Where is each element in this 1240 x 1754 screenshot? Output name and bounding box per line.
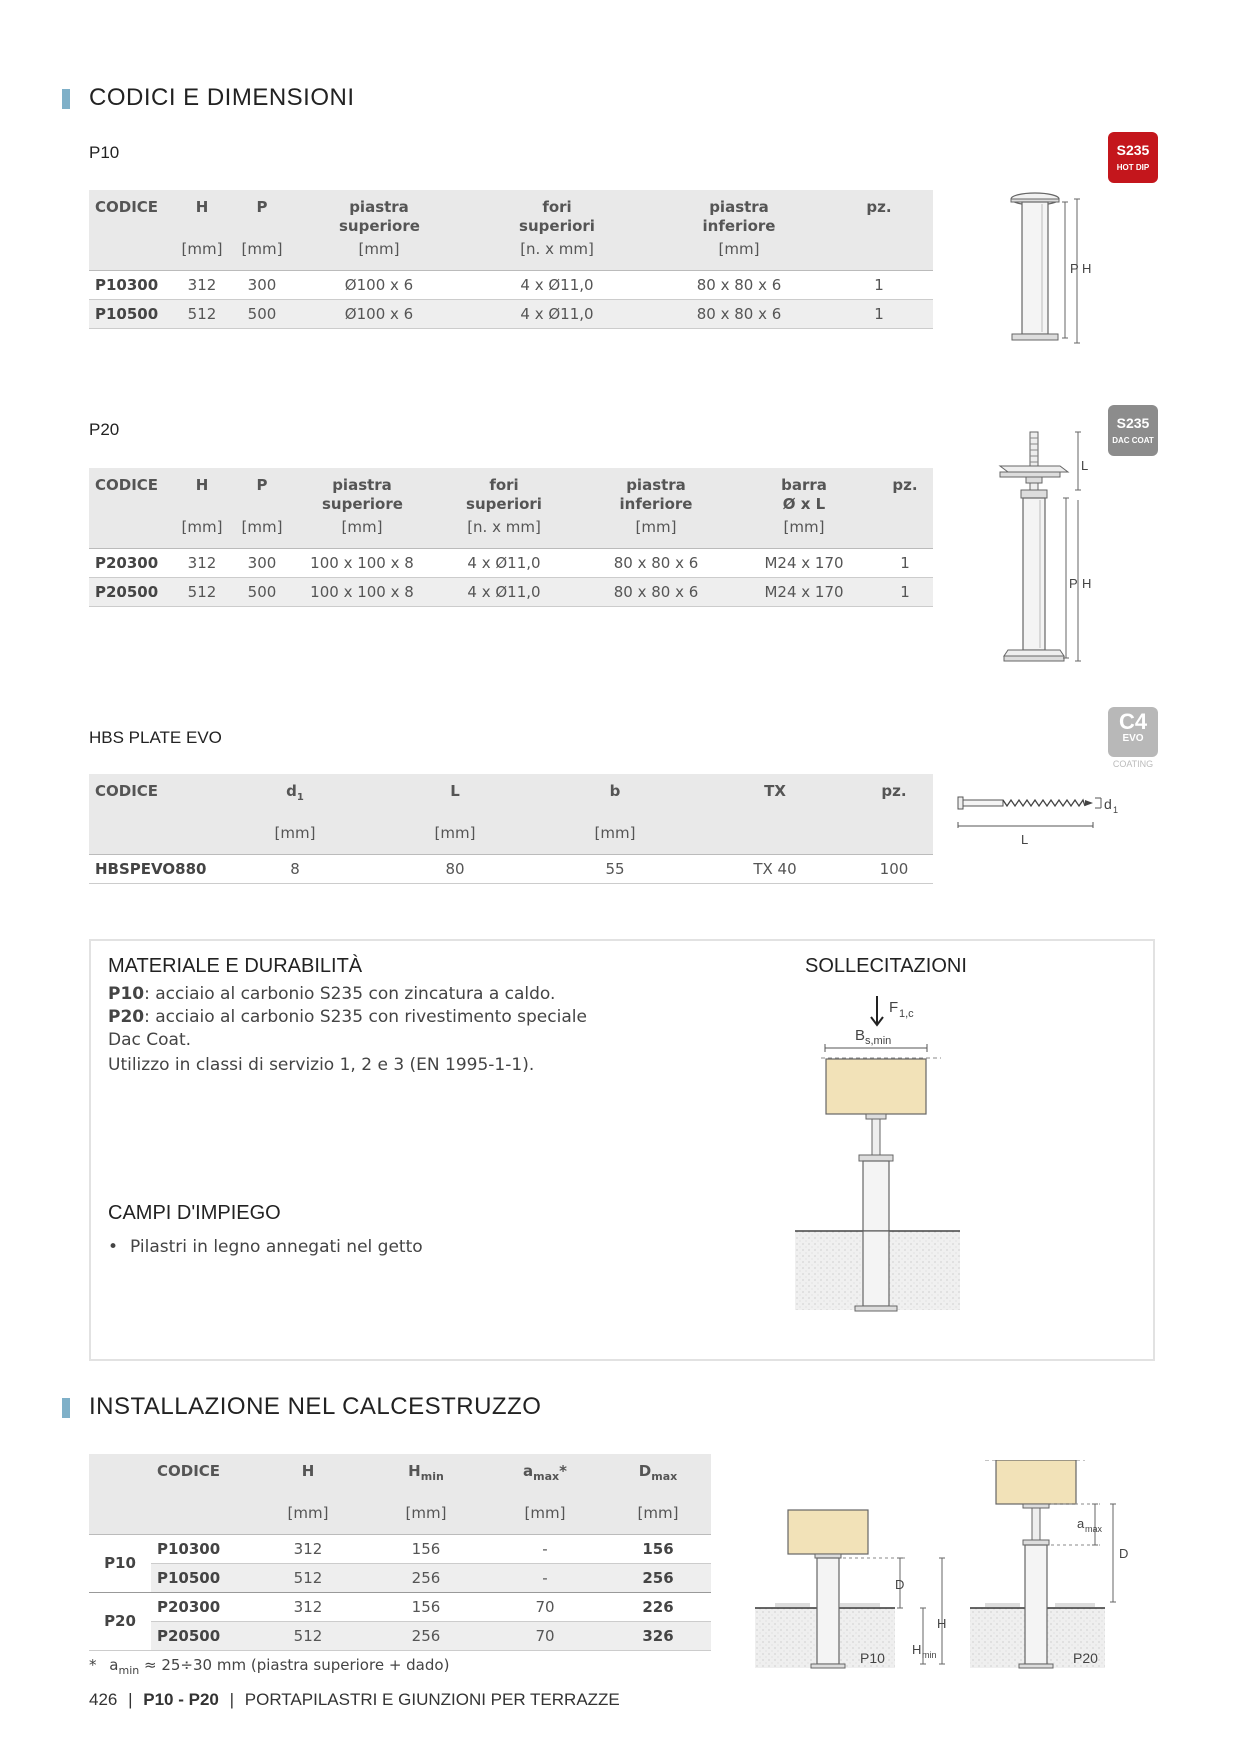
table-row	[89, 854, 933, 883]
cell: 512	[177, 299, 227, 328]
col-piastra-sup	[297, 190, 461, 236]
cell: 4 x Ø11,0	[427, 548, 581, 577]
cell: 312	[177, 548, 227, 577]
badge-top-text: S235	[1116, 142, 1150, 158]
dim-p: P	[1070, 261, 1079, 276]
header-sub: max	[651, 1470, 678, 1483]
sollecitazioni-drawing	[795, 990, 965, 1320]
dim-amax-sub: max	[1085, 1524, 1103, 1534]
unit	[695, 820, 855, 854]
footer-sep: |	[128, 1690, 133, 1709]
p20-post-drawing	[990, 430, 1100, 670]
badge-top-text: C4	[1118, 709, 1148, 734]
unit	[877, 514, 933, 548]
unit: [mm]	[297, 514, 427, 548]
footer-sep: |	[229, 1690, 235, 1709]
unit: [mm]	[375, 820, 535, 854]
page-footer	[89, 1690, 620, 1710]
unit	[89, 820, 215, 854]
unit: [mm]	[581, 514, 731, 548]
table-row	[89, 1621, 711, 1650]
section-marker	[62, 89, 70, 109]
col-codice: CODICE	[89, 774, 215, 820]
material-classes: Utilizzo in classi di servizio 1, 2 e 3 (EN 1995-1-1).	[108, 1055, 535, 1075]
footnote-a: a	[109, 1656, 119, 1674]
dim-hmin: H	[912, 1642, 922, 1657]
cell: 100	[855, 854, 933, 883]
table-row	[89, 1563, 711, 1592]
dim-l: L	[1081, 458, 1089, 473]
badge-bottom-text: HOT DIP	[1116, 163, 1150, 172]
badge-bottom-text: DAC COAT	[1112, 436, 1154, 445]
header-text: piastra superiore	[322, 476, 403, 513]
col-dmax	[605, 1454, 711, 1500]
p10-desc: : acciaio al carbonio S235 con zincatura a caldo.	[144, 984, 556, 1004]
col-piastra-inf	[581, 468, 731, 514]
unit	[89, 514, 177, 548]
material-p20	[108, 1006, 608, 1052]
cell: 1	[877, 577, 933, 606]
table-header-row	[89, 1454, 711, 1500]
force-label: F	[889, 999, 899, 1016]
table-header-row	[89, 468, 933, 514]
cell: 312	[177, 270, 227, 299]
dim-d: d	[1104, 796, 1112, 812]
unit: [mm]	[731, 514, 877, 548]
s235-dac-coat-badge	[1108, 405, 1158, 456]
badge-middle-text: EVO	[1122, 733, 1144, 744]
cell-code: HBSPEVO880	[89, 854, 215, 883]
cell: -	[485, 1563, 605, 1592]
table-row	[89, 1534, 711, 1563]
material-text	[108, 983, 608, 1077]
cell: -	[485, 1534, 605, 1563]
dim-hmin-sub: min	[922, 1650, 937, 1660]
hbs-label: HBS PLATE EVO	[89, 728, 222, 747]
cell-code: P10300	[151, 1534, 249, 1563]
unit: [mm]	[297, 236, 461, 270]
cell: 8	[215, 854, 375, 883]
p10-post-drawing	[990, 190, 1100, 350]
fig-p20-label: P20	[1073, 1650, 1098, 1666]
cell-code: P20500	[89, 577, 177, 606]
group-p10: P10	[89, 1534, 151, 1592]
unit: [mm]	[227, 514, 297, 548]
cell: 156	[605, 1534, 711, 1563]
cell: 256	[605, 1563, 711, 1592]
col-l: L	[375, 774, 535, 820]
dim-p: P	[1069, 576, 1078, 591]
col-fori-sup	[427, 468, 581, 514]
installation-drawing	[755, 1460, 1135, 1675]
unit: [mm]	[605, 1500, 711, 1534]
col-fori-sup	[461, 190, 653, 236]
cell: 312	[249, 1592, 367, 1621]
col-codice: CODICE	[89, 190, 177, 236]
section-title-codici: CODICI E DIMENSIONI	[89, 84, 355, 111]
cell-code: P10500	[151, 1563, 249, 1592]
cell: 80 x 80 x 6	[581, 548, 731, 577]
footnote-star: *	[89, 1656, 97, 1674]
col-hmin	[367, 1454, 485, 1500]
col-piastra-inf	[653, 190, 825, 236]
cell-code: P20500	[151, 1621, 249, 1650]
unit	[825, 236, 933, 270]
cell: 70	[485, 1592, 605, 1621]
unit: [mm]	[535, 820, 695, 854]
col-h: H	[177, 468, 227, 514]
cell-code: P20300	[89, 548, 177, 577]
cell: 100 x 100 x 8	[297, 548, 427, 577]
p10-table	[89, 190, 933, 329]
cell: 80 x 80 x 6	[653, 299, 825, 328]
cell: 70	[485, 1621, 605, 1650]
section-title-installazione: INSTALLAZIONE NEL CALCESTRUZZO	[89, 1393, 542, 1420]
cell: TX 40	[695, 854, 855, 883]
page-number: 426	[89, 1690, 118, 1709]
table-header-row	[89, 190, 933, 236]
cell: 4 x Ø11,0	[461, 270, 653, 299]
section-marker	[62, 1398, 70, 1418]
header-sub: max	[533, 1470, 560, 1483]
dim-amax: a	[1077, 1516, 1085, 1531]
footer-section: PORTAPILASTRI E GIUNZIONI PER TERRAZZE	[244, 1690, 620, 1709]
hbs-table	[89, 774, 933, 884]
force-sub: 1,c	[899, 1008, 914, 1020]
cell: 156	[367, 1592, 485, 1621]
cell: 80	[375, 854, 535, 883]
table-header-row	[89, 774, 933, 820]
cell: 326	[605, 1621, 711, 1650]
table-unit-row	[89, 514, 933, 548]
col-pz: pz.	[855, 774, 933, 820]
col-tx: TX	[695, 774, 855, 820]
c4-evo-coating-badge	[1108, 707, 1158, 757]
cell-code: P20300	[151, 1592, 249, 1621]
unit: [mm]	[177, 514, 227, 548]
unit: [mm]	[653, 236, 825, 270]
cell: M24 x 170	[731, 548, 877, 577]
cell-code: P10500	[89, 299, 177, 328]
badge-coating-text: COATING	[1112, 759, 1154, 769]
header-text: barra Ø x L	[781, 476, 827, 513]
unit: [mm]	[367, 1500, 485, 1534]
unit: [mm]	[177, 236, 227, 270]
impiego-list	[108, 1236, 423, 1259]
dim-d-sub: 1	[1113, 805, 1119, 815]
cell: 100 x 100 x 8	[297, 577, 427, 606]
header-text: fori superiori	[466, 476, 542, 513]
table-row	[89, 270, 933, 299]
dim-l: L	[1021, 832, 1029, 847]
col-amax	[485, 1454, 605, 1500]
p20-table	[89, 468, 933, 607]
dim-h: H	[937, 1616, 947, 1631]
table-unit-row	[89, 1500, 711, 1534]
cell: 300	[227, 548, 297, 577]
table-row	[89, 548, 933, 577]
cell: 512	[249, 1621, 367, 1650]
col-pz: pz.	[825, 190, 933, 236]
cell: M24 x 170	[731, 577, 877, 606]
bullet-icon: •	[108, 1237, 119, 1257]
col-h: H	[249, 1454, 367, 1500]
table-row	[89, 299, 933, 328]
header-text: D	[638, 1462, 652, 1480]
cell: 512	[249, 1563, 367, 1592]
footer-product: P10 - P20	[143, 1690, 219, 1709]
col-p: P	[227, 190, 297, 236]
cell: 300	[227, 270, 297, 299]
cell: Ø100 x 6	[297, 299, 461, 328]
col-b: b	[535, 774, 695, 820]
col-piastra-sup	[297, 468, 427, 514]
header-text: fori superiori	[519, 198, 595, 235]
dim-h: H	[1082, 576, 1092, 591]
cell-code: P10300	[89, 270, 177, 299]
cell: 80 x 80 x 6	[653, 270, 825, 299]
p10-bold: P10	[108, 984, 145, 1004]
unit	[89, 1500, 151, 1534]
unit	[89, 236, 177, 270]
unit: [mm]	[227, 236, 297, 270]
col-barra	[731, 468, 877, 514]
cell: 226	[605, 1592, 711, 1621]
header-text: piastra inferiore	[619, 476, 693, 513]
footnote-sub: min	[118, 1664, 140, 1677]
list-item: Pilastri in legno annegati nel getto	[130, 1237, 423, 1257]
install-table	[89, 1454, 711, 1651]
header-sub: min	[420, 1470, 444, 1483]
cell: 1	[877, 548, 933, 577]
material-title: MATERIALE E DURABILITÀ	[108, 955, 363, 977]
unit: [mm]	[249, 1500, 367, 1534]
p20-desc: : acciaio al carbonio S235 con rivestimento speciale Dac Coat.	[108, 1007, 587, 1050]
cell: 312	[249, 1534, 367, 1563]
cell: 156	[367, 1534, 485, 1563]
cell: 512	[177, 577, 227, 606]
col-group	[89, 1454, 151, 1500]
unit: [mm]	[215, 820, 375, 854]
table-unit-row	[89, 236, 933, 270]
table-unit-row	[89, 820, 933, 854]
sollecitazioni-title: SOLLECITAZIONI	[805, 955, 967, 977]
badge-top-text: S235	[1116, 415, 1150, 431]
col-codice: CODICE	[151, 1454, 249, 1500]
dim-d: D	[895, 1577, 905, 1592]
unit: [n. x mm]	[461, 236, 653, 270]
table-row	[89, 1592, 711, 1621]
p10-label: P10	[89, 143, 120, 162]
fig-p10-label: P10	[860, 1650, 885, 1666]
footnote-text: ≈ 25÷30 mm (piastra superiore + dado)	[139, 1656, 450, 1674]
header-text: piastra superiore	[339, 198, 420, 235]
cell: 4 x Ø11,0	[461, 299, 653, 328]
col-d1: $d_1$	[215, 774, 375, 820]
cell: 1	[825, 299, 933, 328]
header-text: a	[523, 1462, 534, 1480]
col-h: H	[177, 190, 227, 236]
footnote	[89, 1656, 449, 1677]
p20-label: P20	[89, 420, 120, 439]
unit: [mm]	[485, 1500, 605, 1534]
width-sub: s,min	[865, 1035, 892, 1047]
cell: 256	[367, 1563, 485, 1592]
col-codice: CODICE	[89, 468, 177, 514]
dim-d-right: D	[1119, 1546, 1129, 1561]
p20-bold: P20	[108, 1007, 145, 1027]
group-p20: P20	[89, 1592, 151, 1650]
unit: [n. x mm]	[427, 514, 581, 548]
cell: 500	[227, 577, 297, 606]
cell: Ø100 x 6	[297, 270, 461, 299]
col-pz: pz.	[877, 468, 933, 514]
cell: 1	[825, 270, 933, 299]
cell: 500	[227, 299, 297, 328]
unit	[151, 1500, 249, 1534]
s235-hot-dip-badge	[1108, 132, 1158, 183]
unit	[855, 820, 933, 854]
cell: 55	[535, 854, 695, 883]
width-label: B	[855, 1027, 866, 1044]
header-text: piastra inferiore	[702, 198, 776, 235]
table-row	[89, 577, 933, 606]
header-star: *	[559, 1462, 567, 1480]
dim-h: H	[1082, 261, 1092, 276]
screw-drawing	[955, 795, 1135, 855]
cell: 4 x Ø11,0	[427, 577, 581, 606]
col-p: P	[227, 468, 297, 514]
cell: 256	[367, 1621, 485, 1650]
material-p10	[108, 983, 608, 1006]
cell: 80 x 80 x 6	[581, 577, 731, 606]
header-text: H	[408, 1462, 421, 1480]
impiego-title: CAMPI D'IMPIEGO	[108, 1202, 281, 1224]
